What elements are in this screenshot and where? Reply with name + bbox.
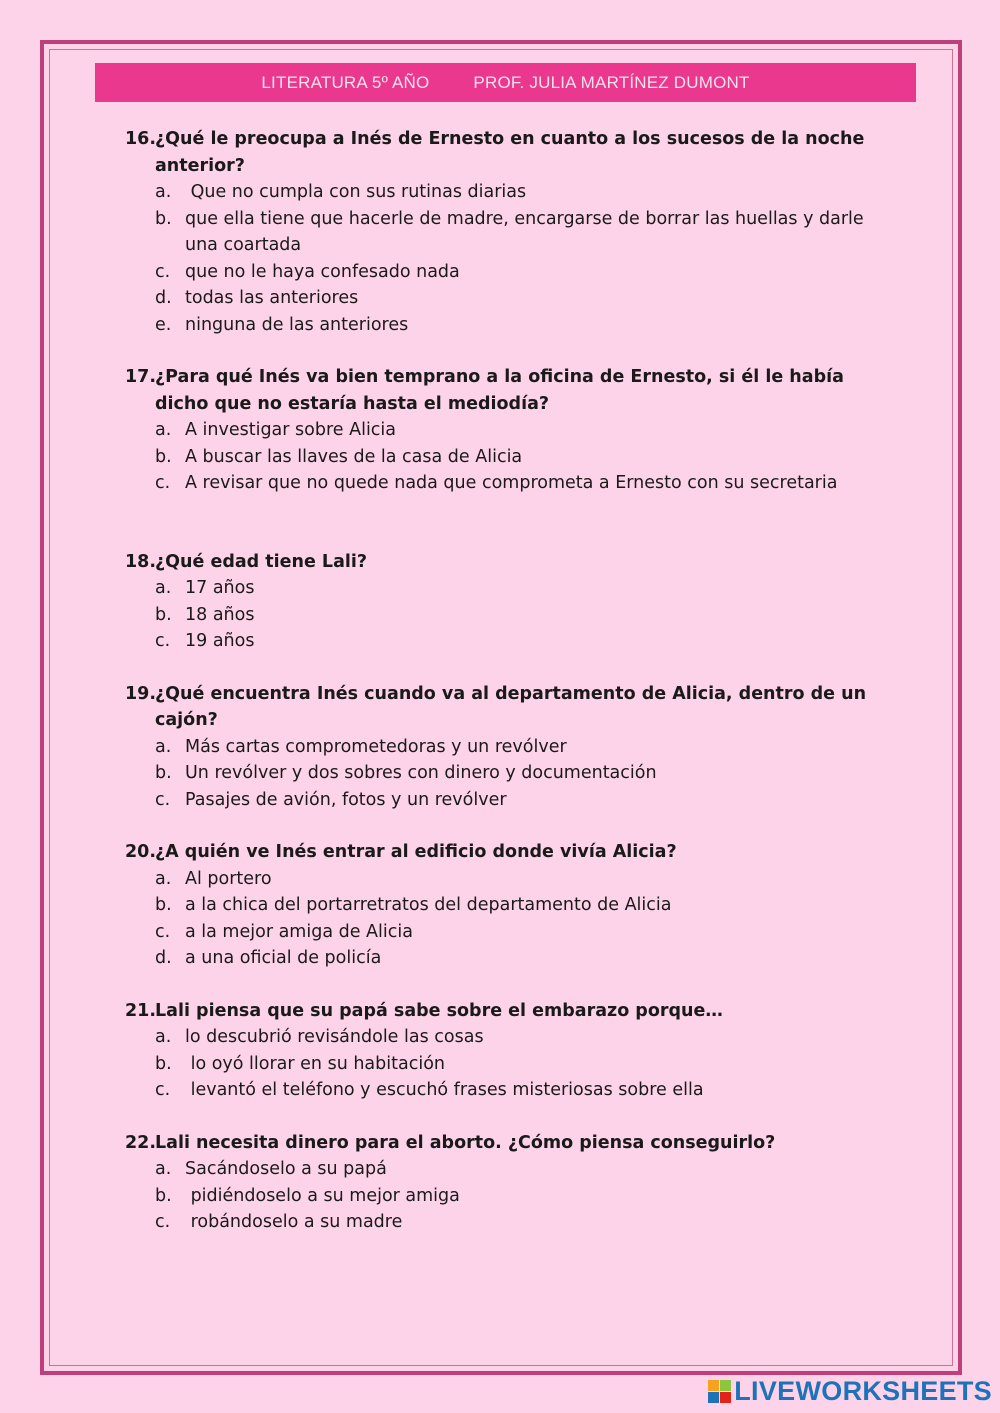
option-list [125, 1156, 885, 1236]
option-text: Más cartas comprometedoras y un revólver [185, 736, 567, 757]
question-number: 17. [125, 367, 157, 387]
question-list [125, 126, 885, 1262]
question-text: ¿Qué le preocupa a Inés de Ernesto en cuanto a los sucesos de la noche anterior? [155, 129, 865, 176]
option-letter: a. [155, 578, 172, 598]
header-subject: LITERATURA 5º AÑO [261, 72, 430, 92]
answer-option[interactable] [125, 787, 885, 814]
answer-option[interactable] [125, 919, 885, 946]
answer-option[interactable] [125, 1209, 885, 1236]
option-letter: c. [155, 261, 171, 282]
liveworksheets-watermark [708, 1376, 992, 1407]
option-letter: b. [155, 446, 172, 467]
answer-option[interactable] [125, 206, 885, 259]
option-text: todas las anteriores [185, 288, 359, 308]
option-list [125, 734, 885, 814]
question-number: 22. [125, 1132, 157, 1153]
question-number: 19. [125, 683, 157, 704]
question-20 [125, 839, 885, 972]
question-18 [125, 549, 885, 655]
option-text: Sacándoselo a su papá [185, 1159, 387, 1179]
question-number: 21. [125, 1000, 157, 1021]
option-letter: b. [155, 604, 172, 625]
answer-option[interactable] [125, 417, 885, 444]
question-title [125, 549, 885, 576]
question-17 [125, 364, 885, 497]
logo-square-e [720, 1392, 731, 1403]
answer-option[interactable] [125, 285, 885, 312]
option-list [125, 866, 885, 972]
option-text: que no le haya confesado nada [185, 261, 460, 282]
option-text: Al portero [185, 868, 272, 889]
option-text: a la chica del portarretratos del departamento de Alicia [185, 895, 672, 915]
option-letter: a. [155, 736, 172, 757]
question-text: ¿Qué edad tiene Lali? [155, 551, 368, 572]
question-title [125, 126, 885, 179]
option-text: a una oficial de policía [185, 948, 382, 968]
option-text: a la mejor amiga de Alicia [185, 921, 413, 942]
option-list [125, 417, 885, 497]
option-list [125, 575, 885, 655]
logo-square-i [720, 1380, 731, 1391]
question-title [125, 1130, 885, 1157]
option-text: Que no cumpla con sus rutinas diarias [185, 182, 527, 202]
option-letter: b. [155, 895, 172, 915]
option-text: lo descubrió revisándole las cosas [185, 1027, 484, 1047]
question-text: ¿Para qué Inés va bien temprano a la oficina de Ernesto, si él le había dicho que no estaría hasta el mediodía? [155, 367, 844, 414]
question-text: Lali piensa que su papá sabe sobre el embarazo porque… [155, 1000, 723, 1021]
option-letter: c. [155, 1212, 171, 1232]
question-title [125, 839, 885, 866]
option-letter: a. [155, 868, 172, 889]
question-22 [125, 1130, 885, 1236]
answer-option[interactable] [125, 1156, 885, 1183]
answer-option[interactable] [125, 760, 885, 787]
answer-option[interactable] [125, 602, 885, 629]
option-letter: c. [155, 631, 171, 651]
option-letter: a. [155, 182, 172, 202]
option-letter: b. [155, 1053, 172, 1074]
header-teacher: PROF. JULIA MARTÍNEZ DUMONT [473, 72, 750, 92]
answer-option[interactable] [125, 734, 885, 761]
option-text: Un revólver y dos sobres con dinero y documentación [185, 763, 657, 783]
header-band [95, 63, 916, 102]
option-text: Pasajes de avión, fotos y un revólver [185, 789, 507, 810]
option-text: A investigar sobre Alicia [185, 420, 397, 440]
answer-option[interactable] [125, 179, 885, 206]
option-letter: d. [155, 288, 172, 308]
option-text: 19 años [185, 631, 255, 651]
liveworksheets-logo-icon [708, 1380, 731, 1403]
option-text: A buscar las llaves de la casa de Alicia [185, 446, 523, 467]
option-letter: d. [155, 948, 172, 968]
answer-option[interactable] [125, 312, 885, 339]
option-text: ninguna de las anteriores [185, 314, 409, 335]
question-19 [125, 681, 885, 814]
option-text: pidiéndoselo a su mejor amiga [185, 1185, 460, 1206]
option-text: lo oyó llorar en su habitación [185, 1053, 445, 1074]
answer-option[interactable] [125, 575, 885, 602]
logo-square-v [708, 1392, 719, 1403]
option-text: que ella tiene que hacerle de madre, encargarse de borrar las huellas y darle una coartada [185, 208, 870, 255]
option-letter: b. [155, 763, 172, 783]
option-list [125, 179, 885, 338]
question-text: ¿Qué encuentra Inés cuando va al departamento de Alicia, dentro de un cajón? [155, 683, 867, 730]
option-text: robándoselo a su madre [185, 1212, 403, 1232]
logo-square-l [708, 1380, 719, 1391]
question-title [125, 364, 885, 417]
option-letter: b. [155, 208, 172, 229]
question-title [125, 998, 885, 1025]
answer-option[interactable] [125, 892, 885, 919]
option-list [125, 1024, 885, 1104]
answer-option[interactable] [125, 259, 885, 286]
answer-option[interactable] [125, 1051, 885, 1078]
question-title [125, 681, 885, 734]
answer-option[interactable] [125, 628, 885, 655]
answer-option[interactable] [125, 945, 885, 972]
question-text: Lali necesita dinero para el aborto. ¿Cómo piensa conseguirlo? [155, 1132, 776, 1153]
option-text: A revisar que no quede nada que comprometa a Ernesto con su secretaria [185, 473, 838, 493]
option-letter: b. [155, 1185, 172, 1206]
option-text: 17 años [185, 578, 255, 598]
question-number: 16. [125, 129, 157, 149]
option-text: levantó el teléfono y escuchó frases misteriosas sobre ella [185, 1080, 704, 1100]
option-letter: a. [155, 1027, 172, 1047]
question-number: 18. [125, 551, 157, 572]
answer-option[interactable] [125, 1077, 885, 1104]
answer-option[interactable] [125, 470, 885, 497]
question-text: ¿A quién ve Inés entrar al edificio donde vivía Alicia? [155, 842, 677, 862]
answer-option[interactable] [125, 1183, 885, 1210]
answer-option[interactable] [125, 444, 885, 471]
question-16 [125, 126, 885, 338]
option-letter: c. [155, 473, 171, 493]
option-letter: e. [155, 314, 172, 335]
question-number: 20. [125, 842, 157, 862]
option-letter: c. [155, 1080, 171, 1100]
option-text: 18 años [185, 604, 255, 625]
answer-option[interactable] [125, 1024, 885, 1051]
answer-option[interactable] [125, 866, 885, 893]
option-letter: c. [155, 921, 171, 942]
option-letter: a. [155, 1159, 172, 1179]
question-21 [125, 998, 885, 1104]
option-letter: c. [155, 789, 171, 810]
watermark-text: LIVEWORKSHEETS [734, 1376, 992, 1406]
option-letter: a. [155, 420, 172, 440]
